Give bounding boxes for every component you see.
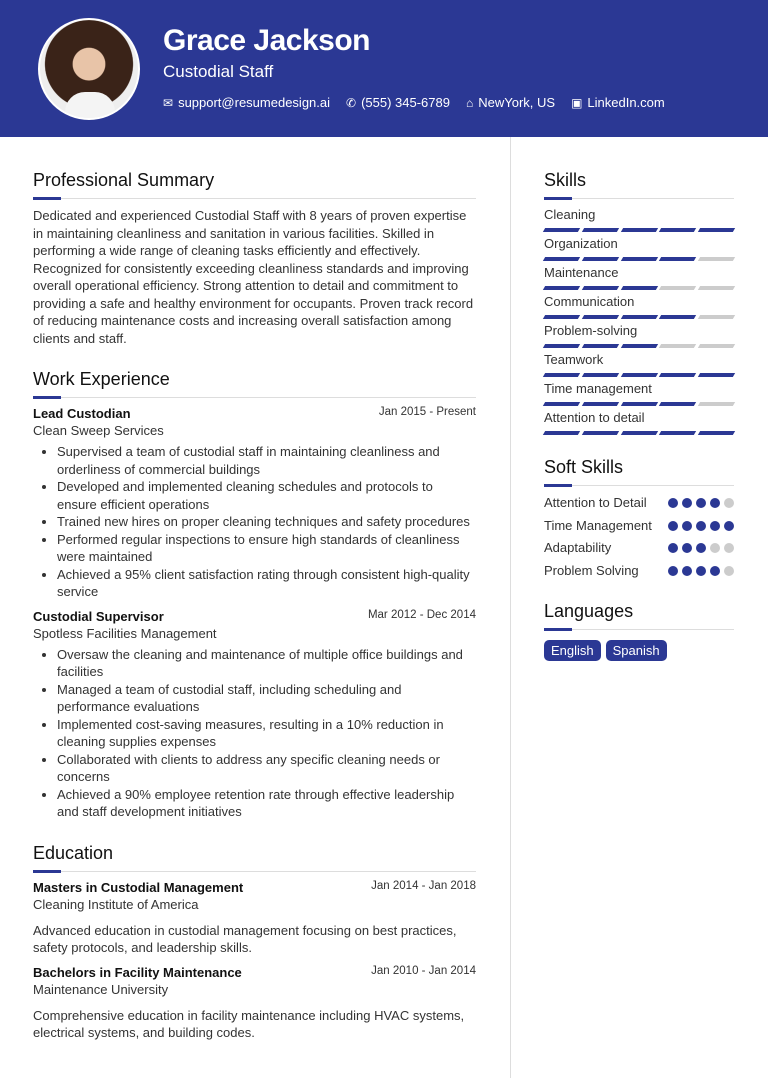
skill-bar-segment xyxy=(659,315,696,319)
rating-dot xyxy=(682,498,692,508)
column-divider xyxy=(510,137,511,1078)
skill-item xyxy=(544,410,734,435)
rating-dot xyxy=(696,566,706,576)
skill-bar-segment xyxy=(698,228,735,232)
soft-skill-name: Problem Solving xyxy=(544,562,639,578)
rating-dot xyxy=(710,521,720,531)
skill-bar-segment xyxy=(620,431,657,435)
soft-skill-name: Attention to Detail xyxy=(544,495,647,510)
skill-bar-segment xyxy=(698,257,735,261)
skill-bar-segment xyxy=(543,228,580,232)
skill-bar-segment xyxy=(620,373,657,377)
soft-skill-rating xyxy=(668,498,734,508)
education-description: Comprehensive education in facility maintenance including HVAC systems, electrical systems, and building codes. xyxy=(33,1007,465,1040)
skill-bar-segment xyxy=(582,431,619,435)
rating-dot xyxy=(682,566,692,576)
skill-bar-segment xyxy=(659,402,696,406)
skill-bar-segment xyxy=(582,315,619,319)
section-heading: Work Experience xyxy=(33,369,476,398)
job-bullet: • Performed regular inspections to ensure high standards of cleanliness were maintained xyxy=(57,531,476,566)
skill-level-bar xyxy=(544,373,734,377)
skill-bar-segment xyxy=(698,315,735,319)
skill-name: Cleaning xyxy=(544,207,596,222)
skill-level-bar xyxy=(544,257,734,261)
skill-bar-segment xyxy=(698,431,735,435)
skill-bar-segment xyxy=(582,228,619,232)
candidate-title: Custodial Staff xyxy=(163,62,274,81)
section-heading: Soft Skills xyxy=(544,457,734,486)
skill-bar-segment xyxy=(659,373,696,377)
skill-bar-segment xyxy=(698,286,735,290)
skill-level-bar xyxy=(544,228,734,232)
education-section xyxy=(33,843,476,1042)
skill-bar-segment xyxy=(698,402,735,406)
skill-bar-segment xyxy=(698,373,735,377)
rating-dot xyxy=(724,543,734,553)
section-heading: Education xyxy=(33,843,476,872)
summary-text: Dedicated and experienced Custodial Staff with 8 years of proven expertise in maintaining cleanliness and sanitation in various facilities. Skilled in performing a wide range of cleaning tasks efficiently and effectively. Recognized for consistently exceeding cleanliness standards and improving overall operational efficiency. Strong attention to detail and commitment to providing a safe and healthy environment for occupants. Proven track record of reducing maintenance costs and increasing overall satisfaction among clients and staff. xyxy=(33,208,474,346)
contact-item[interactable]: ✆ (555) 345-6789 xyxy=(346,95,450,110)
soft-skill-item xyxy=(544,562,734,580)
languages-section xyxy=(544,601,734,661)
skill-bar-segment xyxy=(543,431,580,435)
soft-skill-rating xyxy=(668,521,734,531)
company-name: Clean Sweep Services xyxy=(33,423,164,438)
contact-list xyxy=(163,95,665,110)
job-date: Jan 2015 - Present xyxy=(378,406,476,418)
soft-skill-name: Adaptability xyxy=(544,540,612,555)
section-heading: Professional Summary xyxy=(33,170,476,199)
contact-item[interactable]: ▣ LinkedIn.com xyxy=(571,95,665,110)
soft-skill-item xyxy=(544,517,734,535)
rating-dot xyxy=(696,543,706,553)
skill-item xyxy=(544,236,734,261)
soft-skill-rating xyxy=(668,566,734,576)
profile-photo xyxy=(38,18,140,120)
education-entry xyxy=(33,880,476,957)
summary-section xyxy=(33,170,476,347)
skill-level-bar xyxy=(544,431,734,435)
skill-bar-segment xyxy=(620,286,657,290)
skill-item xyxy=(544,352,734,377)
rating-dot xyxy=(668,521,678,531)
education-date: Jan 2014 - Jan 2018 xyxy=(371,879,476,892)
skill-bar-segment xyxy=(659,431,696,435)
language-badge: English xyxy=(544,640,601,661)
soft-skill-name: Time Management xyxy=(544,517,652,533)
job-bullet: • Developed and implemented cleaning schedules and protocols to ensure efficient operations xyxy=(57,478,476,513)
job-bullet: • Oversaw the cleaning and maintenance of multiple office buildings and facilities xyxy=(57,646,476,681)
phone-icon: ✆ xyxy=(346,96,357,110)
rating-dot xyxy=(724,498,734,508)
sidebar-column xyxy=(544,170,734,683)
skill-name: Communication xyxy=(544,294,635,309)
rating-dot xyxy=(696,498,706,508)
education-description: Advanced education in custodial management focusing on best practices, safety protocols, and leadership skills. xyxy=(33,922,457,955)
main-column xyxy=(33,170,476,1064)
skill-bar-segment xyxy=(543,373,580,377)
job-entry xyxy=(33,609,476,821)
skill-bar-segment xyxy=(582,402,619,406)
section-heading: Languages xyxy=(544,601,734,630)
envelope-icon: ✉ xyxy=(163,96,174,110)
education-entry xyxy=(33,965,476,1042)
skill-bar-segment xyxy=(620,228,657,232)
skill-name: Problem-solving xyxy=(544,323,638,338)
skills-section xyxy=(544,170,734,435)
job-bullet: • Managed a team of custodial staff, including scheduling and performance evaluations xyxy=(57,681,476,716)
soft-skill-item xyxy=(544,539,734,557)
skill-item xyxy=(544,381,734,406)
skill-name: Maintenance xyxy=(544,265,619,280)
skill-level-bar xyxy=(544,286,734,290)
rating-dot xyxy=(710,543,720,553)
skill-level-bar xyxy=(544,344,734,348)
skill-bar-segment xyxy=(659,257,696,261)
skill-bar-segment xyxy=(620,315,657,319)
soft-skills-section xyxy=(544,457,734,579)
skill-item xyxy=(544,294,734,319)
skill-bar-segment xyxy=(543,257,580,261)
degree: Bachelors in Facility Maintenance xyxy=(33,964,242,980)
rating-dot xyxy=(724,566,734,576)
contact-item[interactable]: ✉ support@resumedesign.ai xyxy=(163,95,331,110)
home-icon: ⌂ xyxy=(465,96,474,110)
job-bullet: • Achieved a 95% client satisfaction rating through consistent high-quality service xyxy=(57,566,476,601)
rating-dot xyxy=(668,566,678,576)
skill-bar-segment xyxy=(582,373,619,377)
rating-dot xyxy=(668,498,678,508)
job-title: Lead Custodian xyxy=(33,406,131,421)
skill-bar-segment xyxy=(582,344,619,348)
job-bullet: • Collaborated with clients to address any specific cleaning needs or concerns xyxy=(57,751,476,786)
school-name: Maintenance University xyxy=(33,981,169,997)
skill-bar-segment xyxy=(620,344,657,348)
rating-dot xyxy=(710,566,720,576)
job-title: Custodial Supervisor xyxy=(33,608,164,624)
skill-bar-segment xyxy=(543,286,580,290)
job-bullet: • Implemented cost-saving measures, resulting in a 10% reduction in cleaning supplies expenses xyxy=(57,716,476,751)
job-entry xyxy=(33,406,476,601)
resume-header xyxy=(0,0,768,137)
skill-level-bar xyxy=(544,402,734,406)
skill-bar-segment xyxy=(698,344,735,348)
experience-section xyxy=(33,369,476,821)
job-bullet: • Trained new hires on proper cleaning techniques and safety procedures xyxy=(57,513,476,531)
language-badge: Spanish xyxy=(606,640,667,661)
company-name: Spotless Facilities Management xyxy=(33,625,217,641)
skill-item xyxy=(544,265,734,290)
contact-item[interactable]: ⌂ NewYork, US xyxy=(465,95,556,110)
job-bullet: • Supervised a team of custodial staff in maintaining cleanliness and orderliness of commercial buildings xyxy=(57,443,476,478)
job-date: Mar 2012 - Dec 2014 xyxy=(367,608,476,621)
skill-name: Time management xyxy=(544,381,652,396)
skill-name: Organization xyxy=(544,236,618,251)
skill-bar-segment xyxy=(543,344,580,348)
skill-item xyxy=(544,323,734,348)
rating-dot xyxy=(710,498,720,508)
skill-bar-segment xyxy=(620,257,657,261)
skill-name: Teamwork xyxy=(544,352,604,367)
degree: Masters in Custodial Management xyxy=(33,879,244,895)
rating-dot xyxy=(682,543,692,553)
school-name: Cleaning Institute of America xyxy=(33,896,199,912)
section-heading: Skills xyxy=(544,170,734,199)
skill-bar-segment xyxy=(582,286,619,290)
skill-bar-segment xyxy=(543,402,580,406)
skill-item xyxy=(544,207,734,232)
skill-bar-segment xyxy=(659,286,696,290)
rating-dot xyxy=(724,521,734,531)
skill-name: Attention to detail xyxy=(544,410,645,425)
skill-level-bar xyxy=(544,315,734,319)
soft-skill-rating xyxy=(668,543,734,553)
skill-bar-segment xyxy=(620,402,657,406)
rating-dot xyxy=(682,521,692,531)
education-date: Jan 2010 - Jan 2014 xyxy=(371,964,476,977)
linkedin-icon: ▣ xyxy=(571,96,583,110)
skill-bar-segment xyxy=(659,344,696,348)
skill-bar-segment xyxy=(582,257,619,261)
skill-bar-segment xyxy=(543,315,580,319)
rating-dot xyxy=(696,521,706,531)
candidate-name: Grace Jackson xyxy=(163,24,370,57)
rating-dot xyxy=(668,543,678,553)
job-bullet: • Achieved a 90% employee retention rate through effective leadership and staff development initiatives xyxy=(57,786,476,821)
skill-bar-segment xyxy=(659,228,696,232)
soft-skill-item xyxy=(544,494,734,512)
